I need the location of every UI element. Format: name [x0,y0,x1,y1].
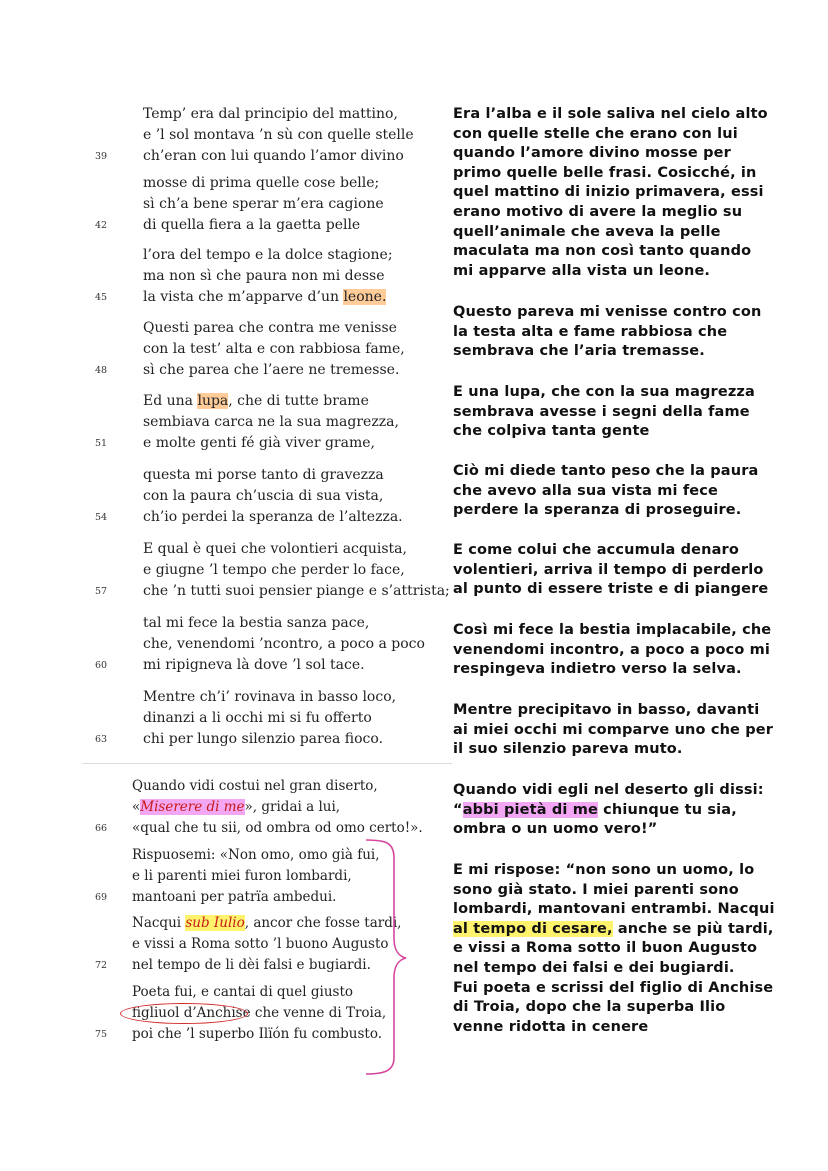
paraphrase-line: Ciò mi diede tanto peso che la paura [453,463,759,479]
verse-line: dinanzi a li occhi mi si fu offerto [143,710,372,726]
line-number: 69 [95,892,108,903]
verse-line: E qual è quei che volontieri acquista, [143,541,407,557]
paraphrase-line: primo quelle belle frasi. Cosicché, in [453,164,757,181]
verse-line [143,391,369,412]
paraphrase-line: che colpiva tanta gente [453,423,650,440]
verse-line: con la paura ch’uscia di sua vista, [143,488,384,504]
paraphrase-line [453,801,793,821]
verse-line: con la test’ alta e con rabbiosa fame, [143,341,405,357]
highlight-sub-iulio: sub Iulio [185,915,245,931]
highlight-tempo-di-cesare: al tempo di cesare, [453,920,613,937]
verse-text: », gridai a lui, [244,799,341,815]
verse-text: « [132,799,141,815]
paraphrase-line: e vissi a Roma sotto il buon Augusto [453,940,758,957]
paraphrase-line: al punto di essere triste e di piangere [453,581,769,598]
paraphrase-line: venne ridotta in cenere [453,1018,649,1035]
verse-line: «qual che tu sii, od ombra od omo certo!». [132,820,423,836]
paraphrase-line: sono già stato. I miei parenti sono [453,881,739,898]
section-divider [82,763,452,764]
paraphrase-text: chiunque tu sia, [597,801,737,818]
paraphrase-line: Questo pareva mi venisse contro con [453,304,762,320]
paraphrase-5 [453,541,793,600]
circled-anchise [132,1005,251,1021]
verse-line: Quando vidi costui nel gran diserto, [132,778,378,794]
verse-text: , ancor che fosse tardi, [244,915,402,931]
verse-line: sembiava carca ne la sua magrezza, [143,414,399,430]
verse-line: l’ora del tempo e la dolce stagione; [143,247,393,263]
verse-line: tal mi fece la bestia sanza pace, [143,615,370,631]
verse-text: , che di tutte brame [228,393,369,409]
paraphrase-4 [453,462,793,521]
highlight-leone: leone. [343,289,387,305]
verse-text: che venne di Troia, [254,1005,387,1021]
paraphrase-line: E come colui che accumula denaro [453,542,739,558]
verse-line: questa mi porse tanto di gravezza [143,467,384,483]
highlight-abbi-pieta: abbi pietà di me [462,801,598,818]
paraphrase-line: volentieri, arriva il tempo di perderlo [453,561,764,578]
line-number: 66 [95,823,108,834]
verse-text: Nacqui [132,915,182,931]
line-number: 39 [95,151,108,162]
paraphrase-line: ombra o un uomo vero!” [453,821,658,838]
verse-text: la vista che m’apparve d’un [143,289,339,305]
paraphrase-line: il suo silenzio pareva muto. [453,741,683,758]
verse-line: poi che ’l superbo Ilïón fu combusto. [132,1026,383,1042]
paraphrase-line: la testa alta e fame rabbiosa che [453,323,728,340]
verse-line: che ’n tutti suoi pensier piange e s’attrista; [143,583,450,599]
paraphrase-line: che avevo alla sua vista mi fece [453,482,718,499]
paraphrase-text: “ [453,801,463,818]
verse-line [132,1003,386,1024]
paraphrase-line: E una lupa, che con la sua magrezza [453,384,755,400]
paraphrase-line: lombardi, mantovani entrambi. Nacqui [453,901,775,918]
paraphrase-text: anche se più tardi, [612,920,774,937]
paraphrase-3 [453,383,793,442]
line-number: 48 [95,365,108,376]
verse-line: e giugne ’l tempo che perder lo face, [143,562,405,578]
paraphrase-line: perdere la speranza di proseguire. [453,502,742,519]
verse-line [143,287,386,308]
verse-line: che, venendomi ’ncontro, a poco a poco [143,636,425,652]
paraphrase-line: sembrava che l’aria tremasse. [453,343,705,360]
paraphrase-line: Quando vidi egli nel deserto gli dissi: [453,782,764,798]
line-number: 54 [95,512,108,523]
highlight-miserere: Miserere di me [140,799,245,815]
line-number: 75 [95,1029,108,1040]
paraphrase-6 [453,621,793,680]
verse-line: mantoani per patrïa ambedui. [132,889,337,905]
paraphrase-8 [453,781,793,840]
line-number: 42 [95,220,108,231]
brace-annotation [360,838,410,1078]
paraphrase-2 [453,303,793,362]
line-number: 72 [95,960,108,971]
verse-line [132,797,340,818]
line-number: 51 [95,438,108,449]
paraphrase-line: ai miei occhi mi comparve uno che per [453,721,774,738]
verse-line: e li parenti miei furon lombardi, [132,868,352,884]
paraphrase-line: mi apparve alla vista un leone. [453,262,711,279]
line-number: 60 [95,660,108,671]
paraphrase-line: nel tempo dei falsi e dei bugiardi. [453,959,735,976]
paraphrase-line: maculata ma non così tanto quando [453,243,752,260]
paraphrase-line: venendomi incontro, a poco a poco mi [453,641,771,658]
verse-line: Poeta fui, e cantai di quel giusto [132,984,353,1000]
verse-line: mi ripigneva là dove ’l sol tace. [143,657,365,673]
paraphrase-line: quell’animale che aveva la pelle [453,223,721,240]
paraphrase-line [453,920,793,940]
paraphrase-line: Mentre precipitavo in basso, davanti [453,702,760,718]
verse-text: Ed una [143,393,194,409]
verse-line: Questi parea che contra me venisse [143,320,397,336]
verse-line: ch’eran con lui quando l’amor divino [143,148,404,164]
paraphrase-7 [453,701,793,760]
verse-line: sì che parea che l’aere ne tremesse. [143,362,400,378]
paraphrase-line: Fui poeta e scrissi del figlio di Anchise [453,979,774,996]
paraphrase-line: Così mi fece la bestia implacabile, che [453,622,772,638]
paraphrase-1 [453,105,793,281]
paraphrase-line: Era l’alba e il sole saliva nel cielo alto [453,106,768,122]
paraphrase-line: quando l’amore divino mosse per [453,145,731,162]
verse-line: sì ch’a bene sperar m’era cagione [143,196,384,212]
line-number: 57 [95,586,108,597]
verse-line: Mentre ch’i’ rovinava in basso loco, [143,689,397,705]
paraphrase-line: respingeva indietro verso la selva. [453,661,742,678]
line-number: 45 [95,292,108,303]
paraphrase-line: sembrava avesse i segni della fame [453,403,750,420]
verse-line: e molte genti fé già viver grame, [143,435,375,451]
highlight-lupa: lupa [197,393,229,409]
paraphrase-9 [453,861,793,1037]
verse-line: e ’l sol montava ’n sù con quelle stelle [143,127,414,143]
verse-line: nel tempo de li dèi falsi e bugiardi. [132,957,371,973]
paraphrase-line: E mi rispose: “non sono un uomo, lo [453,862,755,878]
verse-line: Temp’ era dal principio del mattino, [143,106,398,122]
paraphrase-line: quel mattino di inizio primavera, essi [453,184,764,201]
verse-line: mosse di prima quelle cose belle; [143,175,380,191]
verse-line: ch’io perdei la speranza de l’altezza. [143,509,403,525]
verse-line: chi per lungo silenzio parea fioco. [143,731,384,747]
paraphrase-line: di Troia, dopo che la superba Ilio [453,999,726,1016]
paraphrase-line: con quelle stelle che erano con lui [453,125,738,142]
verse-line: Rispuosemi: «Non omo, omo già fui, [132,847,380,863]
verse-line: ma non sì che paura non mi desse [143,268,385,284]
line-number: 63 [95,734,108,745]
verse-line: di quella fiera a la gaetta pelle [143,217,361,233]
verse-line: e vissi a Roma sotto ’l buono Augusto [132,936,389,952]
paraphrase-line: erano motivo di avere la meglio su [453,203,743,220]
verse-text: figliuol d’Anchise [132,1005,251,1021]
